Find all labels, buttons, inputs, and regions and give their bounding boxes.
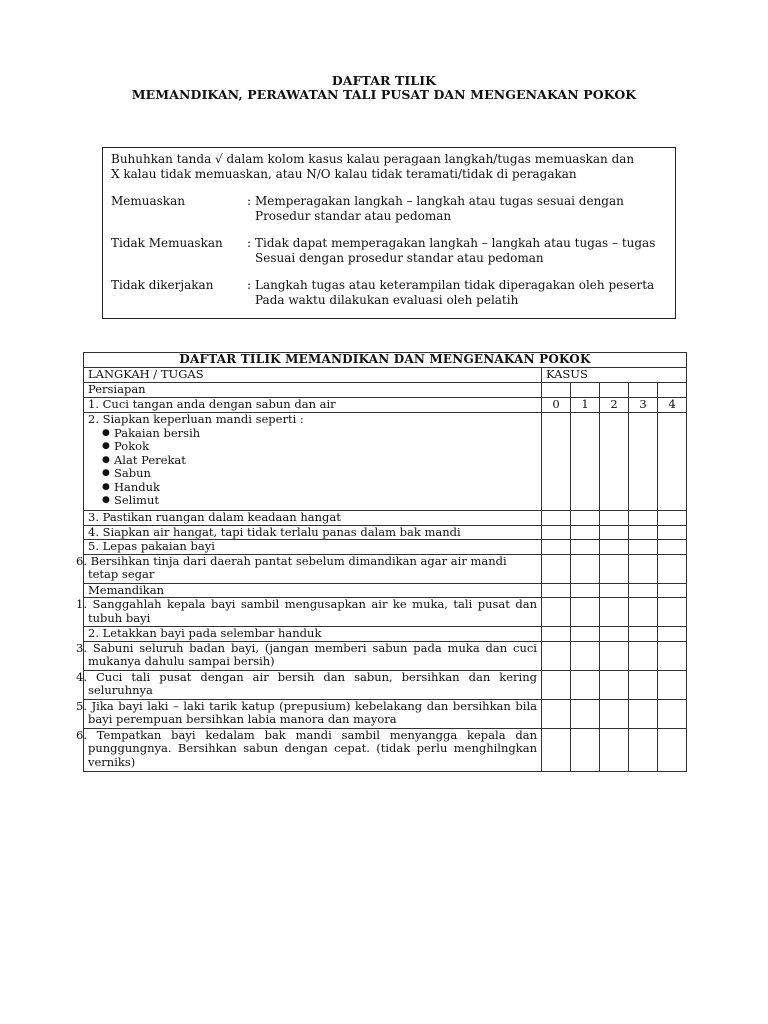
case-cell[interactable] — [571, 728, 600, 771]
case-cell[interactable] — [658, 670, 687, 699]
checklist-table — [76, 352, 687, 772]
case-cell[interactable] — [571, 627, 600, 642]
case-cell[interactable] — [571, 525, 600, 540]
case-cell[interactable] — [542, 583, 571, 598]
case-cell[interactable] — [571, 540, 600, 555]
task-text: 2. Letakkan bayi pada selembar handuk — [84, 627, 542, 642]
document-subtitle: MEMANDIKAN, PERAWATAN TALI PUSAT DAN MENGENAKAN POKOK — [131, 87, 637, 102]
case-cell[interactable] — [542, 641, 571, 670]
section-persiapan: Persiapan — [84, 383, 542, 398]
intro-line: Buhuhkan tanda √ dalam kolom kasus kalau peragaan langkah/tugas memuaskan dan — [111, 152, 635, 166]
case-cell[interactable] — [600, 383, 629, 398]
legend-term: Memuaskan — [111, 194, 185, 208]
case-cell[interactable] — [571, 383, 600, 398]
case-cell[interactable] — [600, 627, 629, 642]
legend-colon: : — [247, 194, 252, 208]
case-cell[interactable] — [658, 583, 687, 598]
table-row — [84, 670, 687, 699]
legend-term: Tidak Memuaskan — [111, 236, 223, 250]
case-cell[interactable] — [600, 540, 629, 555]
table-row — [84, 699, 687, 728]
case-number[interactable]: 2 — [600, 398, 629, 413]
list-item: ● Alat Perekat — [102, 454, 537, 468]
task-text: 5. Lepas pakaian bayi — [84, 540, 542, 555]
task-cell — [84, 413, 542, 511]
table-row — [84, 540, 687, 555]
case-cell[interactable] — [629, 598, 658, 627]
table-row — [84, 413, 687, 511]
task-text: 4. Cuci tali pusat dengan air bersih dan sabun, bersihkan dan kering seluruhnya — [84, 670, 542, 699]
definition-line: Memperagakan langkah – langkah atau tugas sesuai dengan — [255, 194, 624, 208]
legend-term: Tidak dikerjakan — [111, 278, 214, 292]
table-row — [84, 511, 687, 526]
document-title: DAFTAR TILIK — [331, 73, 437, 88]
table-row — [84, 598, 687, 627]
definition-line: Tidak dapat memperagakan langkah – langkah atau tugas – tugas — [255, 236, 656, 250]
case-cell[interactable] — [542, 554, 571, 583]
table-row — [84, 627, 687, 642]
case-cell[interactable] — [600, 525, 629, 540]
case-cell[interactable] — [629, 554, 658, 583]
case-cell[interactable] — [658, 728, 687, 771]
legend-colon: : — [247, 236, 252, 250]
case-cell[interactable] — [600, 670, 629, 699]
list-item: ● Pokok — [102, 440, 537, 454]
instructions-box — [102, 147, 676, 319]
case-cell[interactable] — [629, 699, 658, 728]
case-cell[interactable] — [658, 627, 687, 642]
task-text: 4. Siapkan air hangat, tapi tidak terlalu panas dalam bak mandi — [84, 525, 542, 540]
case-cell[interactable] — [658, 511, 687, 526]
task-text: 6. Tempatkan bayi kedalam bak mandi sambil menyangga kepala dan punggungnya. Bersihkan sabun dengan cepat. (tidak perlu menghilngkan verniks) — [84, 728, 542, 771]
section-memandikan: Memandikan — [84, 583, 542, 598]
table-row — [84, 554, 687, 583]
case-number[interactable]: 0 — [542, 398, 571, 413]
case-cell[interactable] — [542, 413, 571, 511]
case-cell[interactable] — [629, 670, 658, 699]
case-cell[interactable] — [542, 670, 571, 699]
task-text: 1. Cuci tangan anda dengan sabun dan air — [84, 398, 542, 413]
case-cell[interactable] — [600, 413, 629, 511]
table-row — [84, 525, 687, 540]
case-cell[interactable] — [571, 554, 600, 583]
case-cell[interactable] — [629, 511, 658, 526]
case-cell[interactable] — [542, 511, 571, 526]
case-cell[interactable] — [571, 641, 600, 670]
case-cell[interactable] — [658, 383, 687, 398]
case-cell[interactable] — [571, 598, 600, 627]
case-cell[interactable] — [600, 641, 629, 670]
case-cell[interactable] — [629, 728, 658, 771]
case-cell[interactable] — [542, 383, 571, 398]
case-cell[interactable] — [542, 598, 571, 627]
case-cell[interactable] — [658, 554, 687, 583]
list-item: ● Handuk — [102, 481, 537, 495]
case-cell[interactable] — [600, 699, 629, 728]
legend-colon: : — [247, 278, 252, 292]
case-cell[interactable] — [542, 728, 571, 771]
definition-line: Prosedur standar atau pedoman — [255, 208, 452, 223]
case-cell[interactable] — [600, 583, 629, 598]
instructions-intro — [111, 152, 671, 181]
column-header-task: LANGKAH / TUGAS — [84, 368, 542, 383]
task-text: 6. Bersihkan tinja dari daerah pantat sebelum dimandikan agar air mandi tetap segar — [84, 554, 542, 583]
case-cell[interactable] — [600, 511, 629, 526]
supplies-list — [88, 427, 537, 508]
case-number[interactable]: 1 — [571, 398, 600, 413]
case-cell[interactable] — [629, 583, 658, 598]
case-cell[interactable] — [658, 641, 687, 670]
case-cell[interactable] — [571, 511, 600, 526]
case-cell[interactable] — [629, 383, 658, 398]
case-cell[interactable] — [629, 540, 658, 555]
case-cell[interactable] — [600, 728, 629, 771]
column-header-case: KASUS — [542, 368, 687, 383]
case-cell[interactable] — [658, 525, 687, 540]
legend-definition — [255, 236, 675, 265]
case-cell[interactable] — [571, 413, 600, 511]
definition-line: Sesuai dengan prosedur standar atau pedoman — [255, 250, 544, 265]
case-number[interactable]: 4 — [658, 398, 687, 413]
case-cell[interactable] — [542, 699, 571, 728]
case-cell[interactable] — [629, 627, 658, 642]
intro-line: X kalau tidak memuaskan, atau N/O kalau tidak teramati/tidak di peragakan — [111, 166, 577, 181]
case-cell[interactable] — [542, 525, 571, 540]
case-cell[interactable] — [600, 598, 629, 627]
case-cell[interactable] — [629, 641, 658, 670]
list-item: ● Selimut — [102, 494, 537, 508]
table-row — [84, 398, 687, 413]
table-row — [84, 728, 687, 771]
case-cell[interactable] — [629, 413, 658, 511]
legend-definition — [255, 194, 675, 223]
case-cell[interactable] — [658, 699, 687, 728]
table-row — [84, 641, 687, 670]
definition-line: Langkah tugas atau keterampilan tidak diperagakan oleh peserta — [255, 278, 655, 292]
case-cell[interactable] — [542, 627, 571, 642]
case-cell[interactable] — [600, 554, 629, 583]
case-cell[interactable] — [658, 413, 687, 511]
definition-line: Pada waktu dilakukan evaluasi oleh pelatih — [255, 292, 519, 307]
case-cell[interactable] — [542, 540, 571, 555]
case-cell[interactable] — [629, 525, 658, 540]
list-item: ● Sabun — [102, 467, 537, 481]
table-title: DAFTAR TILIK MEMANDIKAN DAN MENGENAKAN POKOK — [84, 353, 687, 368]
task-text: 3. Pastikan ruangan dalam keadaan hangat — [84, 511, 542, 526]
case-cell[interactable] — [571, 670, 600, 699]
legend-definition — [255, 278, 675, 307]
case-number[interactable]: 3 — [629, 398, 658, 413]
task-text: 2. Siapkan keperluan mandi seperti : — [88, 412, 304, 426]
case-cell[interactable] — [658, 598, 687, 627]
task-text: 3. Sabuni seluruh badan bayi, (jangan memberi sabun pada muka dan cuci mukanya dahulu sampai bersih) — [84, 641, 542, 670]
task-text: 1. Sanggahlah kepala bayi sambil mengusapkan air ke muka, tali pusat dan tubuh bayi — [84, 598, 542, 627]
case-cell[interactable] — [571, 583, 600, 598]
case-cell[interactable] — [571, 699, 600, 728]
list-item: ● Pakaian bersih — [102, 427, 537, 441]
case-cell[interactable] — [658, 540, 687, 555]
task-text: 5. Jika bayi laki – laki tarik katup (prepusium) kebelakang dan bersihkan bila bayi perempuan bersihkan labia manora dan mayora — [84, 699, 542, 728]
